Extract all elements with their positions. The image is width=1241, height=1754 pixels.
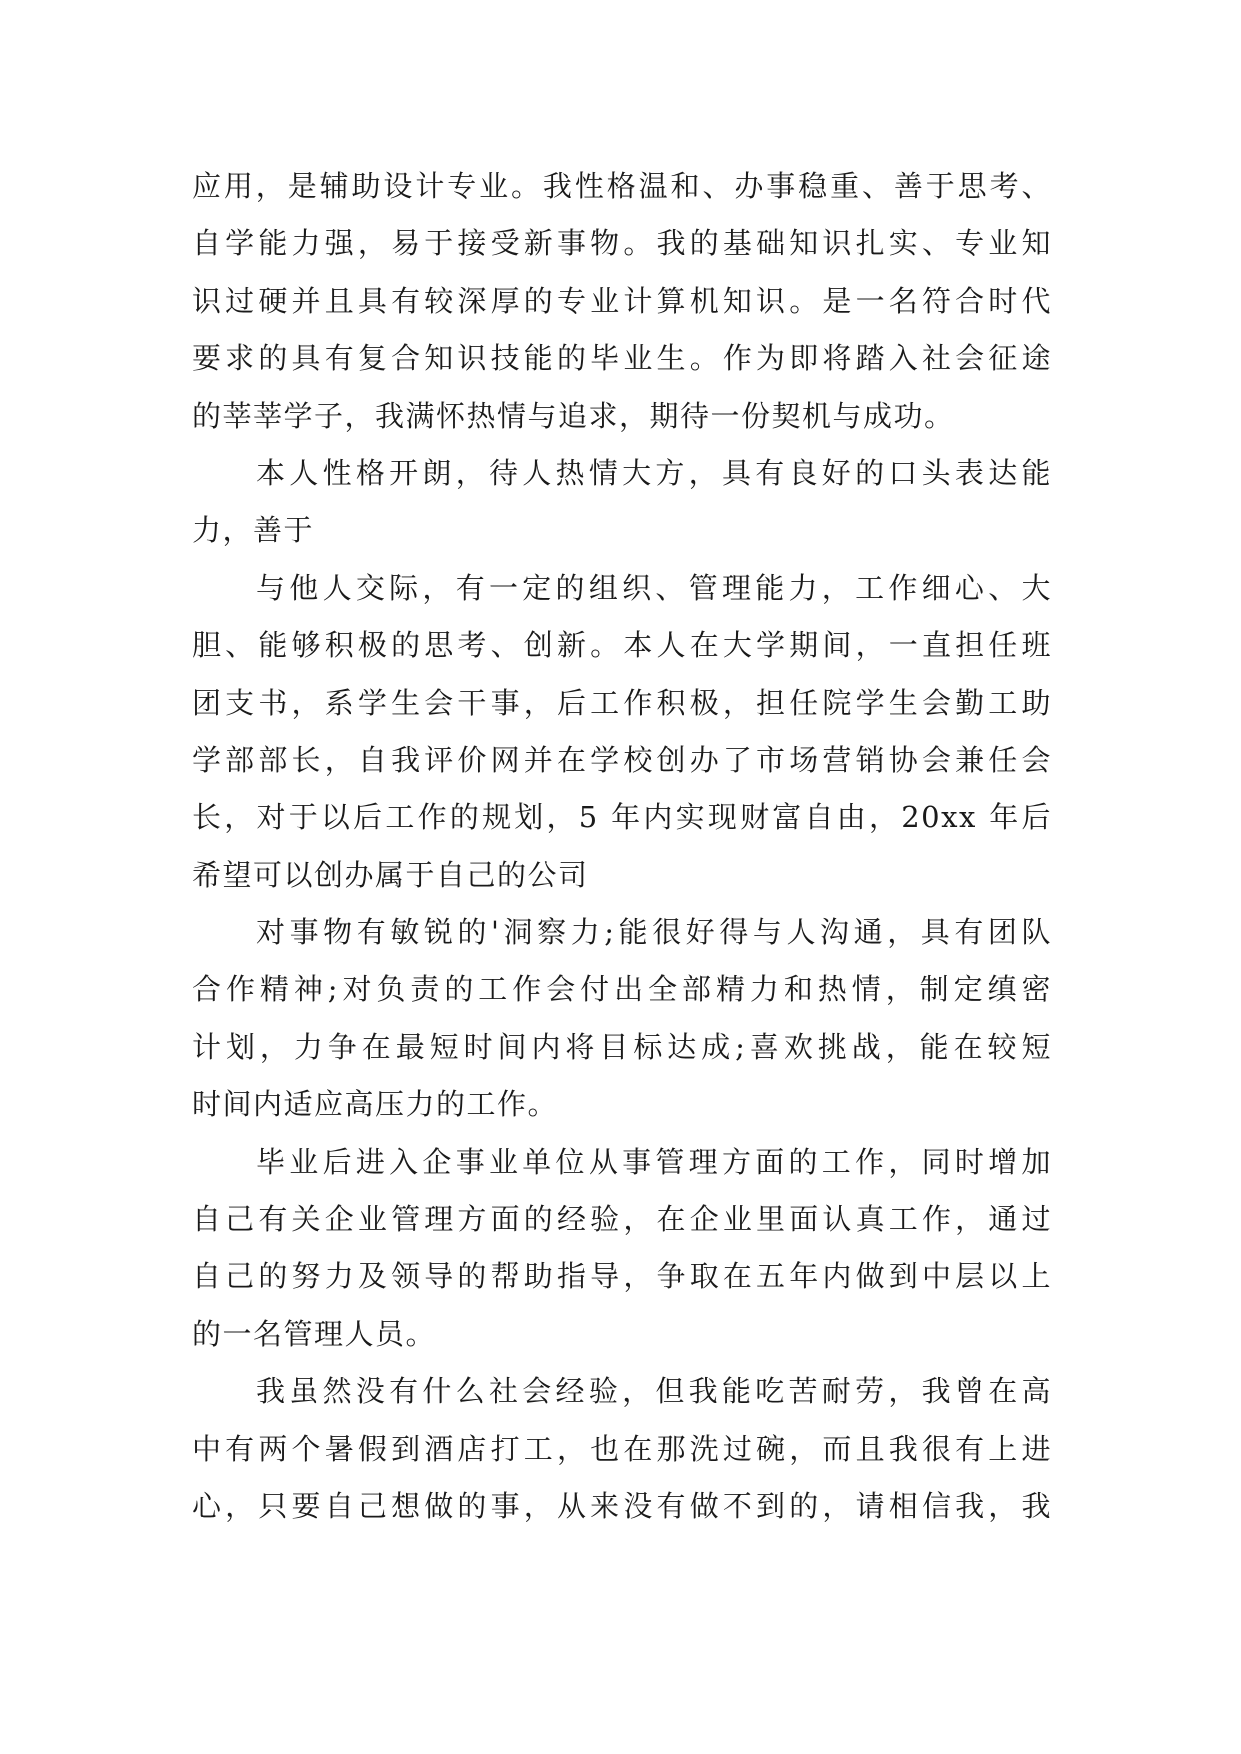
text-line: 胆、能够积极的思考、创新。本人在大学期间，一直担任班 [192, 628, 1052, 663]
text-line: 合作精神;对负责的工作会付出全部精力和热情，制定缜密 [192, 972, 1052, 1007]
text-line: 力，善于 [192, 513, 315, 548]
text-line: 团支书，系学生会干事，后工作积极，担任院学生会勤工助 [192, 685, 1052, 720]
text-line: 我虽然没有什么社会经验，但我能吃苦耐劳，我曾在高 [256, 1374, 1052, 1409]
text-line: 中有两个暑假到酒店打工，也在那洗过碗，而且我很有上进 [192, 1431, 1052, 1466]
text-line: 的莘莘学子，我满怀热情与追求，期待一份契机与成功。 [192, 398, 955, 433]
text-line: 对事物有敏锐的'洞察力;能很好得与人沟通，具有团队 [256, 915, 1052, 950]
text-line: 希望可以创办属于自己的公司 [192, 857, 589, 892]
text-line: 要求的具有复合知识技能的毕业生。作为即将踏入社会征途 [192, 341, 1052, 376]
text-line: 应用，是辅助设计专业。我性格温和、办事稳重、善于思考、 [192, 169, 1052, 203]
text-line: 自己有关企业管理方面的经验，在企业里面认真工作，通过 [192, 1202, 1052, 1237]
text-line: 识过硬并且具有较深厚的专业计算机知识。是一名符合时代 [192, 283, 1052, 318]
text-line: 自己的努力及领导的帮助指导，争取在五年内做到中层以上 [192, 1259, 1052, 1294]
text-line: 毕业后进入企事业单位从事管理方面的工作，同时增加 [256, 1144, 1052, 1179]
text-line: 时间内适应高压力的工作。 [192, 1087, 559, 1122]
text-line: 学部部长，自我评价网并在学校创办了市场营销协会兼任会 [192, 742, 1052, 777]
text-line: 与他人交际，有一定的组织、管理能力，工作细心、大 [256, 570, 1052, 605]
text-line: 的一名管理人员。 [192, 1316, 437, 1351]
text-line: 计划，力争在最短时间内将目标达成;喜欢挑战，能在较短 [192, 1029, 1052, 1064]
text-line: 心，只要自己想做的事，从来没有做不到的，请相信我，我 [192, 1488, 1052, 1523]
text-line: 长，对于以后工作的规划，5 年内实现财富自由，20xx 年后 [192, 800, 1052, 835]
text-line: 自学能力强，易于接受新事物。我的基础知识扎实、专业知 [192, 226, 1052, 261]
text-line: 本人性格开朗，待人热情大方，具有良好的口头表达能 [256, 455, 1052, 490]
document-body [192, 158, 1052, 1535]
